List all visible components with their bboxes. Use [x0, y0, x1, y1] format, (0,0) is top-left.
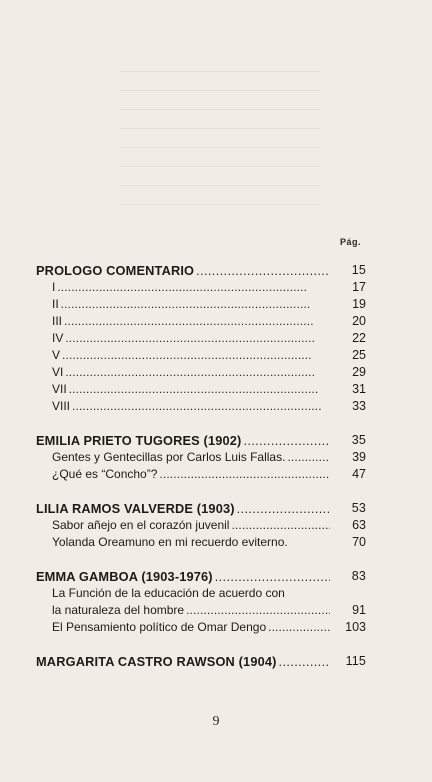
toc-section-entry	[36, 653, 366, 670]
dot-leader	[243, 432, 330, 449]
dot-leader	[215, 568, 330, 585]
toc-entry-title: VIII	[52, 399, 71, 413]
toc-entry-page: 20	[352, 314, 366, 328]
dot-leader	[196, 262, 330, 279]
toc-entry-title: IV	[52, 331, 64, 345]
dot-leader	[62, 347, 330, 364]
toc-entry-title: Yolanda Oreamuno en mi recuerdo eviterno.	[52, 535, 288, 549]
toc-entry-title: V	[52, 348, 61, 362]
table-of-contents	[36, 262, 366, 670]
toc-entry-title: PROLOGO COMENTARIO	[36, 263, 195, 278]
toc-entry-title: Sabor añejo en el corazón juvenil	[52, 518, 230, 532]
toc-entry-page: 17	[352, 280, 366, 294]
toc-entry-page: 39	[352, 450, 366, 464]
toc-entry-page: 15	[351, 263, 366, 277]
toc-item-entry	[36, 296, 366, 313]
dot-leader	[65, 330, 330, 347]
show-through-text	[120, 62, 320, 212]
page-column-label: Pág.	[340, 237, 362, 247]
toc-item-entry	[36, 398, 366, 415]
toc-entry-title: El Pensamiento político de Omar Dengo	[52, 620, 267, 634]
dot-leader	[268, 619, 330, 636]
toc-section-entry	[36, 432, 366, 449]
toc-section-entry	[36, 262, 366, 279]
toc-item-entry	[36, 381, 366, 398]
toc-entry-page: 91	[352, 603, 366, 617]
dot-leader	[72, 398, 330, 415]
toc-item-entry	[36, 466, 366, 483]
toc-entry-title: La Función de la educación de acuerdo con	[52, 586, 285, 600]
toc-entry-title: la naturaleza del hombre	[52, 603, 185, 617]
dot-leader	[64, 313, 330, 330]
toc-entry-page: 35	[351, 433, 366, 447]
toc-section-entry	[36, 500, 366, 517]
toc-entry-page: 29	[352, 365, 366, 379]
toc-entry-page: 31	[352, 382, 366, 396]
toc-entry-page: 115	[345, 654, 366, 668]
toc-entry-title: MARGARITA CASTRO RAWSON (1904)	[36, 654, 277, 669]
toc-entry-title: EMILIA PRIETO TUGORES (1902)	[36, 433, 242, 448]
toc-item-entry	[36, 517, 366, 534]
dot-leader	[61, 296, 330, 313]
toc-entry-page: 83	[351, 569, 366, 583]
section-gap	[36, 415, 366, 432]
section-gap	[36, 636, 366, 653]
dot-leader	[65, 364, 330, 381]
toc-entry-title: III	[52, 314, 63, 328]
toc-item-entry	[36, 364, 366, 381]
toc-entry-page: 63	[352, 518, 366, 532]
toc-entry-page: 70	[352, 535, 366, 549]
toc-entry-page: 103	[345, 620, 366, 634]
toc-item-entry	[36, 534, 366, 551]
dot-leader	[186, 602, 330, 619]
toc-item-entry	[36, 347, 366, 364]
section-gap	[36, 483, 366, 500]
toc-entry-page: 33	[352, 399, 366, 413]
toc-entry-title: I	[52, 280, 56, 294]
toc-entry-page: 25	[352, 348, 366, 362]
dot-leader	[279, 653, 330, 670]
toc-entry-title: VII	[52, 382, 67, 396]
toc-item-entry	[36, 585, 366, 602]
dot-leader	[287, 449, 330, 466]
page-number: 9	[212, 714, 220, 729]
toc-entry-title: VI	[52, 365, 64, 379]
toc-entry-page: 19	[352, 297, 366, 311]
toc-entry-title: II	[52, 297, 59, 311]
dot-leader	[231, 517, 330, 534]
toc-item-entry	[36, 313, 366, 330]
toc-entry-title: EMMA GAMBOA (1903-1976)	[36, 569, 213, 584]
toc-entry-title: ¿Qué es “Concho”?	[52, 467, 158, 481]
dot-leader	[57, 279, 330, 296]
dot-leader	[159, 466, 330, 483]
toc-item-entry	[36, 279, 366, 296]
toc-item-entry	[36, 330, 366, 347]
toc-section-entry	[36, 568, 366, 585]
toc-item-entry	[36, 449, 366, 466]
toc-entry-page: 53	[351, 501, 366, 515]
dot-leader	[69, 381, 330, 398]
toc-item-entry	[36, 602, 366, 619]
toc-item-entry	[36, 619, 366, 636]
section-gap	[36, 551, 366, 568]
toc-entry-title: LILIA RAMOS VALVERDE (1903)	[36, 501, 235, 516]
toc-entry-page: 22	[352, 331, 366, 345]
toc-entry-page: 47	[352, 467, 366, 481]
dot-leader	[237, 500, 330, 517]
toc-entry-title: Gentes y Gentecillas por Carlos Luis Fallas.	[52, 450, 286, 464]
